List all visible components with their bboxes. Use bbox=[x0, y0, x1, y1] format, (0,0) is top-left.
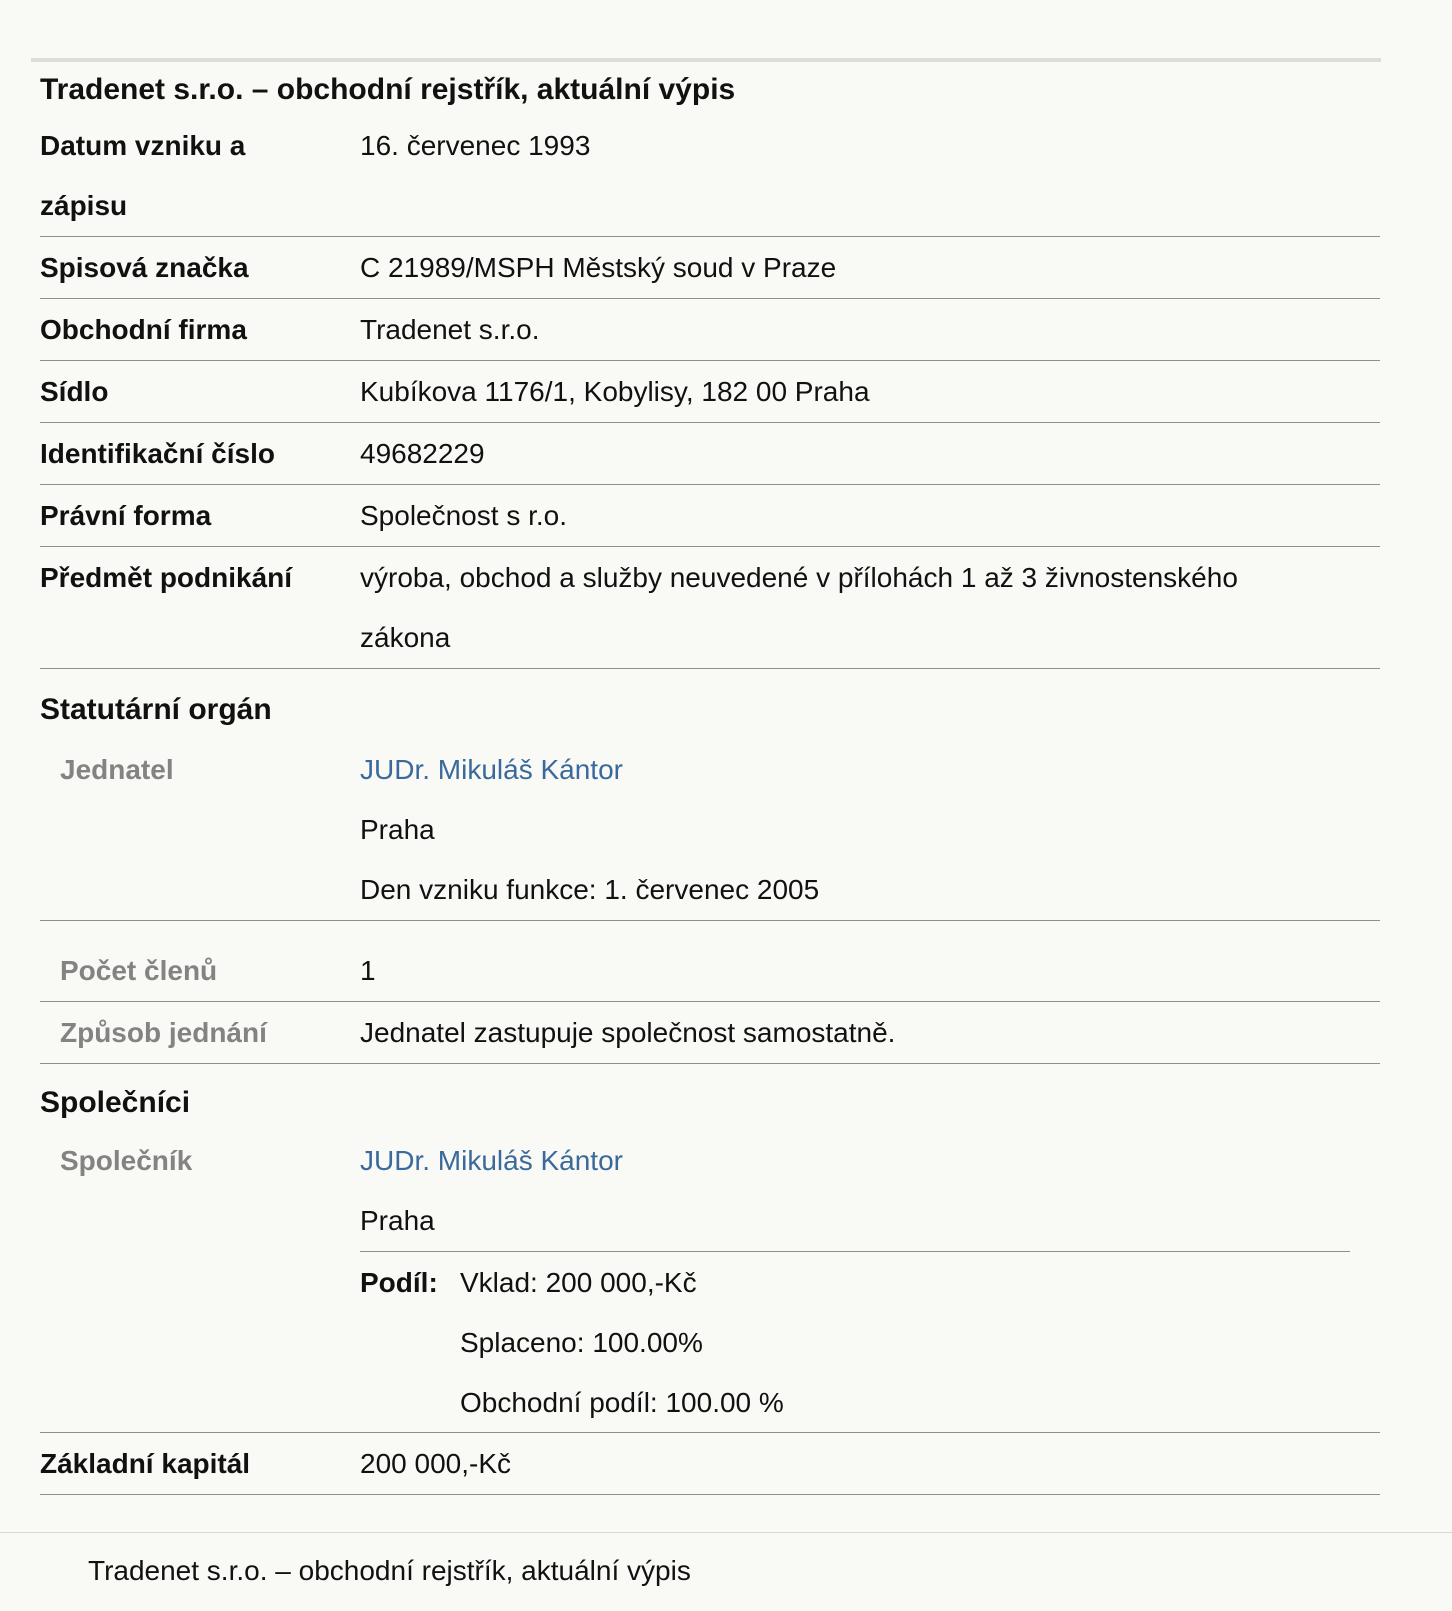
row-obchodni-firma bbox=[40, 300, 1380, 361]
label-zpusob-jednani: Způsob jednání bbox=[60, 1017, 267, 1048]
label-obchodni-firma: Obchodní firma bbox=[40, 314, 247, 345]
label-datum-vzniku: Datum vzniku a zápisu bbox=[40, 130, 246, 221]
podil-vklad: Vklad: 200 000,-Kč bbox=[460, 1267, 697, 1298]
value-obchodni-firma: Tradenet s.r.o. bbox=[360, 314, 540, 345]
page-title: Tradenet s.r.o. – obchodní rejstřík, aktuální výpis bbox=[40, 73, 736, 106]
value-datum-vzniku: 16. červenec 1993 bbox=[360, 130, 591, 161]
label-spisova-znacka: Spisová značka bbox=[40, 252, 249, 283]
value-sidlo: Kubíkova 1176/1, Kobylisy, 182 00 Praha bbox=[360, 376, 870, 407]
heading-statutarni-organ: Statutární orgán bbox=[40, 693, 272, 726]
podil-splaceno: Splaceno: 100.00% bbox=[460, 1327, 703, 1358]
label-spolecnik: Společník bbox=[60, 1145, 193, 1176]
label-zakladni-kapital: Základní kapitál bbox=[40, 1448, 251, 1479]
value-predmet-podnikani bbox=[360, 548, 1340, 668]
value-predmet-line-2: zákona bbox=[360, 622, 451, 653]
label-jednatel: Jednatel bbox=[60, 754, 174, 785]
row-zakladni-kapital bbox=[40, 1434, 1380, 1495]
row-spisova-znacka bbox=[40, 238, 1380, 299]
jednatel-name-link[interactable]: JUDr. Mikuláš Kántor bbox=[360, 754, 623, 785]
row-jednatel bbox=[40, 740, 1380, 921]
share-divider bbox=[360, 1251, 1350, 1252]
row-ico bbox=[40, 424, 1380, 485]
value-ico: 49682229 bbox=[360, 438, 485, 469]
label-pravni-forma: Právní forma bbox=[40, 500, 212, 531]
row-sidlo bbox=[40, 362, 1380, 423]
value-spolecnik bbox=[360, 1131, 1340, 1251]
value-spisova-znacka: C 21989/MSPH Městský soud v Praze bbox=[360, 252, 837, 283]
label-ico: Identifikační číslo bbox=[40, 438, 275, 469]
footer-title: Tradenet s.r.o. – obchodní rejstřík, aktuální výpis bbox=[88, 1555, 691, 1586]
value-zpusob-jednani: Jednatel zastupuje společnost samostatně. bbox=[360, 1017, 896, 1048]
label-predmet-podnikani: Předmět podnikání bbox=[40, 562, 293, 593]
footer-bar bbox=[0, 1532, 1452, 1611]
value-podil bbox=[460, 1253, 784, 1433]
row-zpusob-jednani bbox=[40, 1003, 1380, 1064]
spolecnik-name-link[interactable]: JUDr. Mikuláš Kántor bbox=[360, 1145, 623, 1176]
row-pravni-forma bbox=[40, 486, 1380, 547]
value-pravni-forma: Společnost s r.o. bbox=[360, 500, 568, 531]
spolecnik-city: Praha bbox=[360, 1205, 435, 1236]
label-podil: Podíl: bbox=[360, 1267, 438, 1298]
row-pocet-clenu bbox=[40, 941, 1380, 1002]
heading-spolecnici: Společníci bbox=[40, 1086, 191, 1119]
row-predmet-podnikani bbox=[40, 548, 1380, 669]
value-pocet-clenu: 1 bbox=[360, 955, 376, 986]
value-jednatel bbox=[360, 740, 1340, 920]
value-zakladni-kapital: 200 000,-Kč bbox=[360, 1448, 511, 1479]
row-datum-vzniku bbox=[40, 116, 1380, 237]
label-sidlo: Sídlo bbox=[40, 376, 109, 407]
label-pocet-clenu: Počet členů bbox=[60, 955, 218, 986]
jednatel-since: Den vzniku funkce: 1. červenec 2005 bbox=[360, 874, 820, 905]
value-predmet-line-1: výroba, obchod a služby neuvedené v přílohách 1 až 3 živnostenského bbox=[360, 562, 1238, 593]
jednatel-city: Praha bbox=[360, 814, 435, 845]
podil-obchodni: Obchodní podíl: 100.00 % bbox=[460, 1387, 784, 1418]
